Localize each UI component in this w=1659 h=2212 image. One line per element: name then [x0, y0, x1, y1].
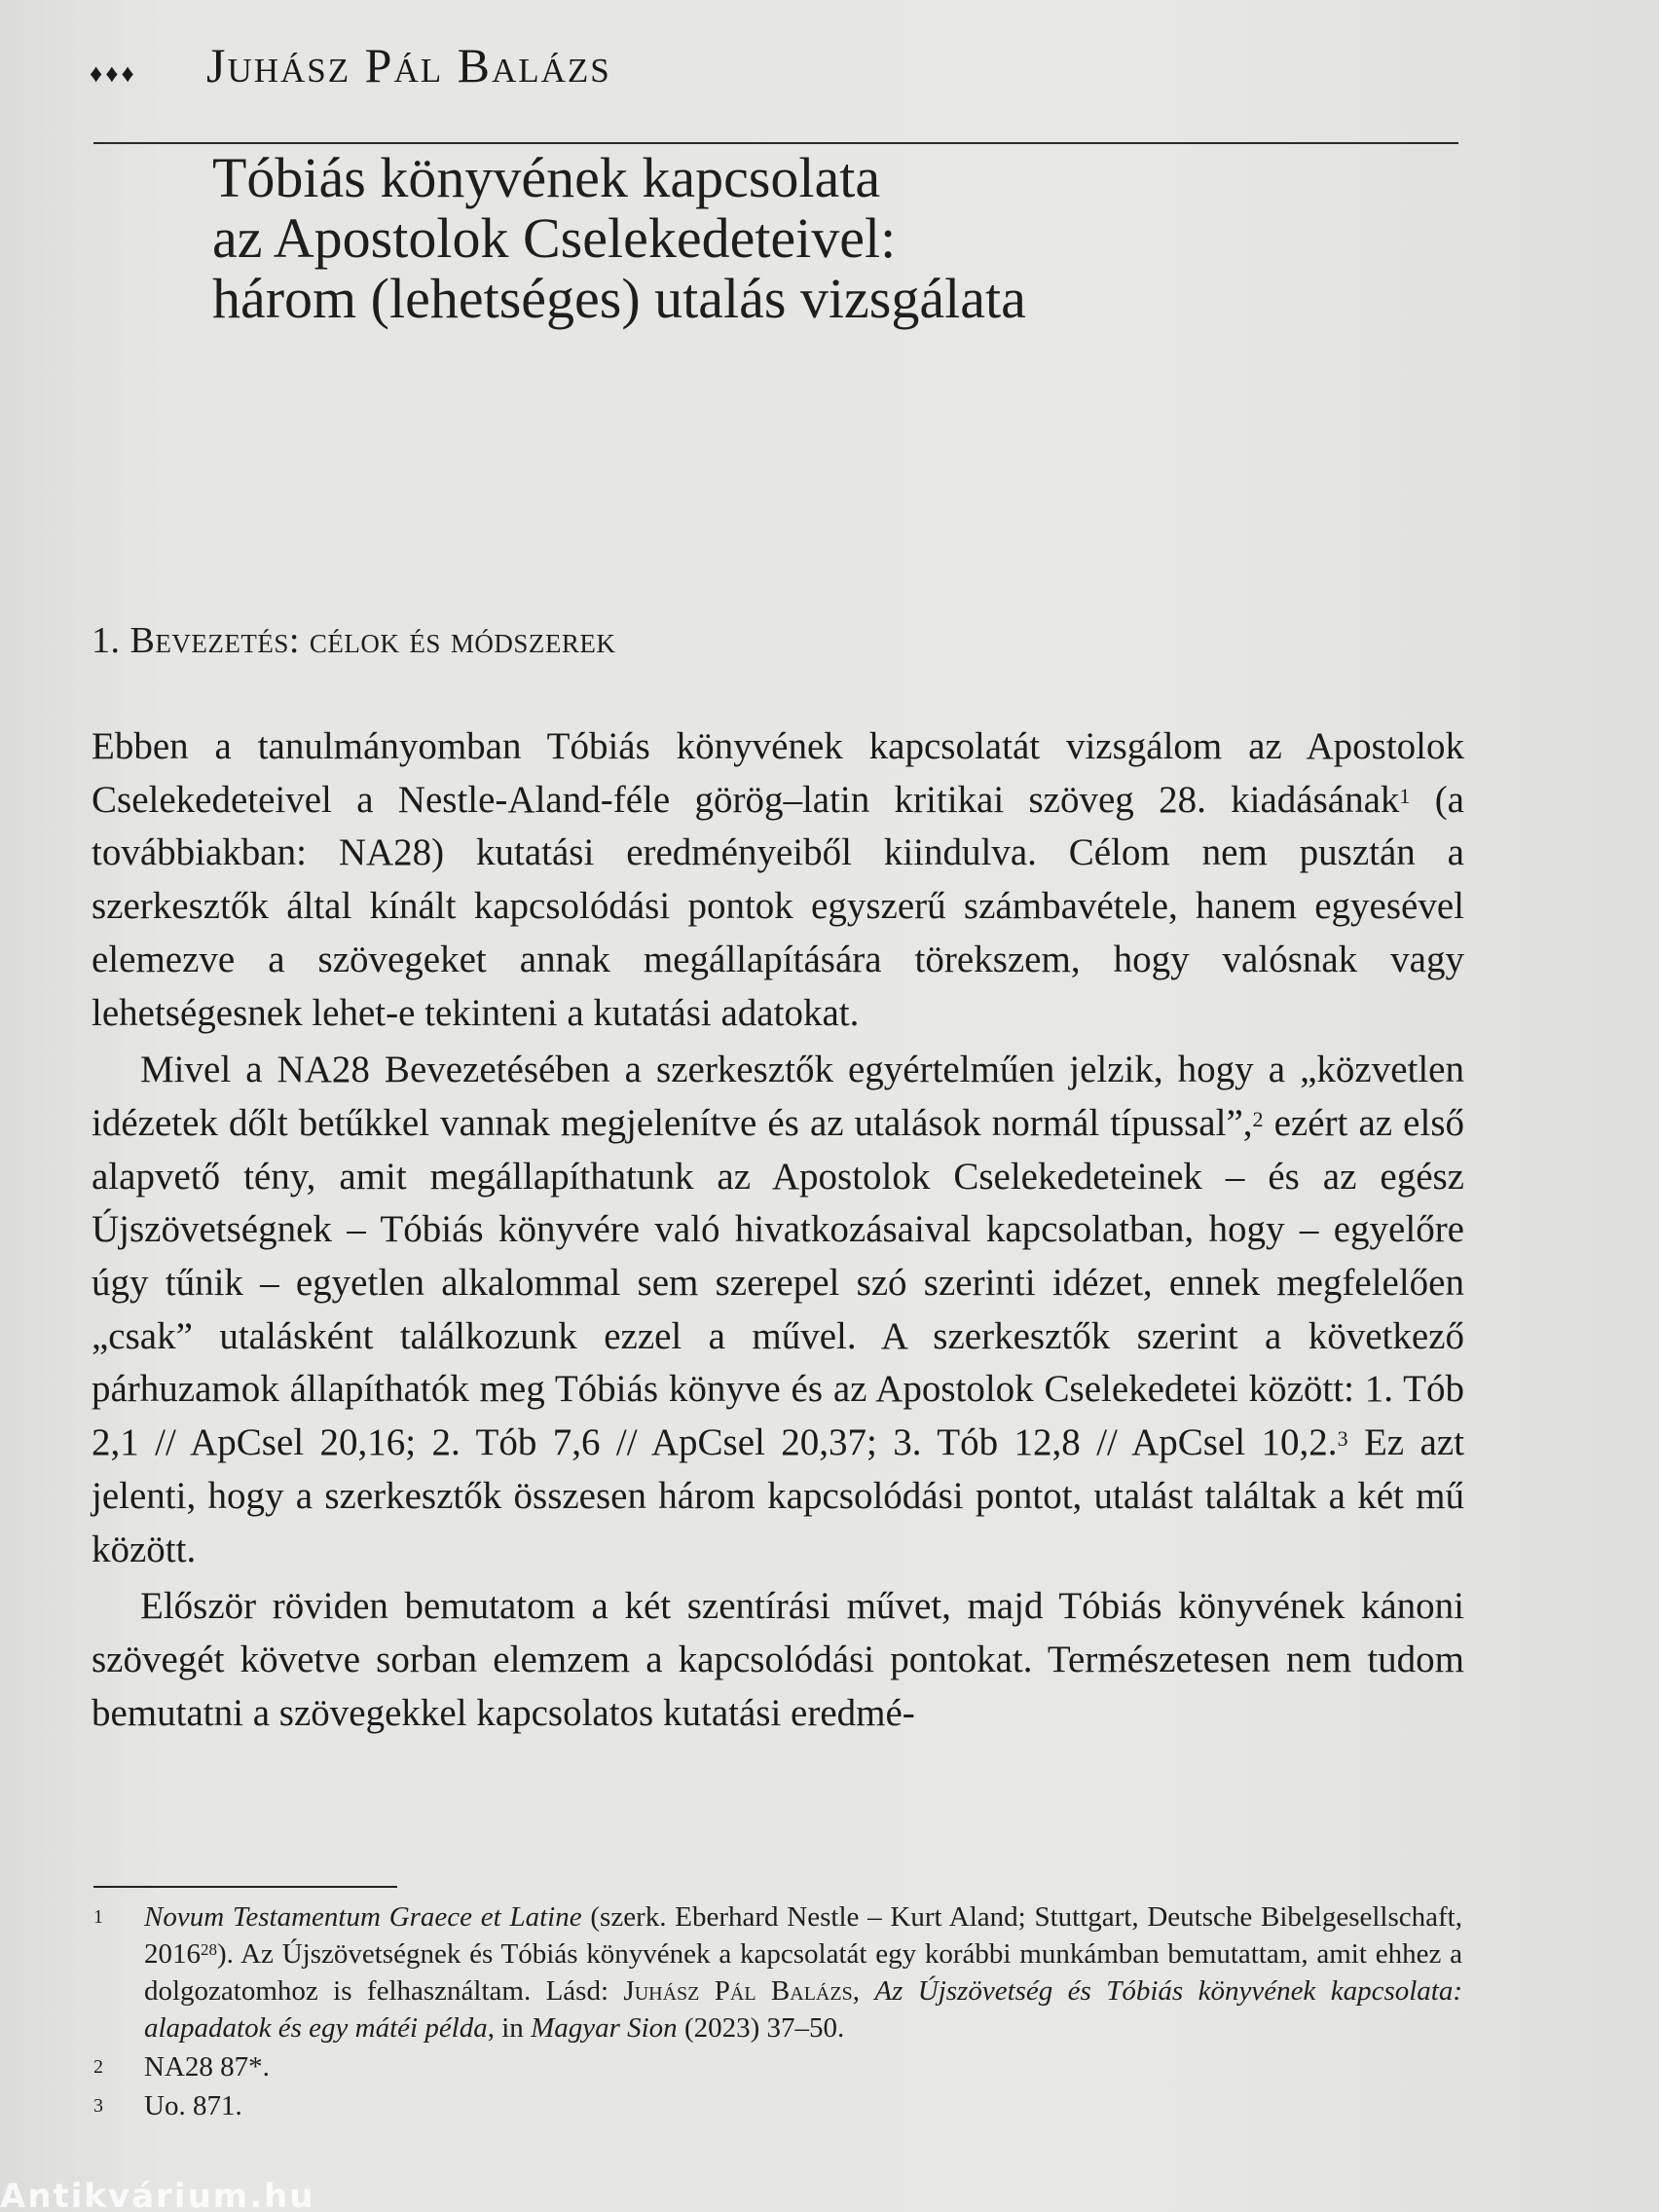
fn1-text-5: (2023) 37–50. [677, 2012, 845, 2044]
footnote-2 [93, 2048, 1462, 2085]
paragraph-2 [92, 1044, 1464, 1576]
fn1-sup: 28 [201, 1940, 217, 1959]
footnote-number: 1 [93, 1906, 103, 1928]
footnotes [93, 1899, 1462, 2126]
fn1-text-3: , [852, 1975, 875, 2007]
watermark: Antikvárium.hu [0, 2177, 315, 2212]
paragraph-1 [92, 720, 1464, 1040]
footnote-ref-1: 1 [1399, 783, 1411, 808]
footnote-rule [93, 1886, 397, 1888]
footnote-ref-2: 2 [1252, 1106, 1264, 1131]
title-line-3: három (lehetséges) utalás vizsgálata [212, 267, 1026, 330]
title-line-1: Tóbiás könyvének kapcsolata [212, 146, 881, 209]
header-author: Juhász Pál Balázs [206, 38, 611, 92]
title-line-2: az Apostolok Cselekedeteivel: [212, 206, 897, 270]
fn1-italic-article: Az Újszövetség és Tóbiás könyvének kapcsolata: alapadatok és egy mátéi példa [144, 1975, 1462, 2044]
article-title [212, 148, 1381, 329]
body-text [92, 720, 1464, 1740]
p2-text-a: Mivel a NA28 Bevezetésében a szerkesztők egyértelműen jelzik, hogy a „közvetlen idézetek dőlt betűkkel vannak megjelenítve és az utalások normál típussal”, [92, 1049, 1464, 1144]
fn1-italic-title: Novum Testamentum Graece et Latine [144, 1901, 582, 1933]
p2-text-b: ezért az első alapvető tény, amit megállapíthatunk az Apostolok Cselekedeteinek – és az egész Újszövetségnek – Tóbiás könyvére való hivatkozásaival kapcsolatban, hogy – egyelőre úgy tűnik – egyetlen alkalommal sem szerepel szó szerinti idézet, ennek megfelelően „csak” utalásként találkozunk ezzel a művel. A szerkesztők szerint a következő párhuzamok állapíthatók meg Tóbiás könyve és az Apostolok Cselekedetei között: 1. Tób 2,1 // ApCsel 20,16; 2. Tób 7,6 // ApCsel 20,37; 3. Tób 12,8 // ApCsel 10,2. [92, 1101, 1465, 1464]
footnote-number: 2 [93, 2056, 103, 2078]
fn1-text-2: ). Az Újszövetségnek és Tóbiás könyvének a kapcsolatát egy korábbi munkámban bemutattam, amit ehhez a dolgozatomhoz is felhasználtam. Lásd: [144, 1938, 1462, 2007]
p1-text-a: Ebben a tanulmányomban Tóbiás könyvének kapcsolatát vizsgálom az Apostolok Cselekedeteivel a Nestle-Aland-féle görög–latin kritikai szöveg 28. kiadásának [92, 725, 1464, 821]
ornament-diamonds: ♦♦♦ [90, 59, 137, 88]
fn1-text-4: , in [487, 2012, 532, 2044]
p2-text-c: Ez azt jelenti, hogy a szerkesztők összesen három kapcsolódási pontot, utalást találtak a két mű között. [92, 1421, 1464, 1570]
running-header [90, 37, 1462, 93]
footnote-1 [93, 1899, 1462, 2046]
section-heading [92, 619, 615, 662]
footnote-text [144, 1899, 1462, 2046]
p1-text-b: (a továbbiakban: NA28) kutatási eredményeiből kiindulva. Célom nem pusztán a szerkesztők által kínált kapcsolódási pontok egyszerű számbavétele, hanem egyesével elemezve a szövegeket annak megállapítására törekszem, hogy valósnak vagy lehetségesnek lehet-e tekinteni a kutatási adatokat. [92, 778, 1464, 1034]
footnote-text: NA28 87*. [144, 2051, 270, 2083]
fn1-author: Juhász Pál Balázs [623, 1975, 853, 2007]
footnote-number: 3 [93, 2095, 103, 2117]
footnote-3 [93, 2087, 1462, 2124]
footnote-ref-3: 3 [1337, 1426, 1348, 1452]
fn1-text-1: (szerk. Eberhard Nestle – Kurt Aland; Stuttgart, Deutsche Bibelgesellschaft, 2016 [144, 1901, 1462, 1970]
footnote-text: Uo. 871. [144, 2090, 242, 2121]
fn1-italic-journal: Magyar Sion [531, 2012, 678, 2044]
section-title: evezetés: célok és módszerek [155, 620, 616, 661]
section-number: 1. B [92, 620, 156, 661]
paragraph-3: Először röviden bemutatom a két szentírási művet, majd Tóbiás könyvének kánoni szövegét követve sorban elemzem a kapcsolódási pontokat. Természetesen nem tudom bemutatni a szövegekkel kapcsolatos kutatási eredmé- [92, 1585, 1464, 1734]
header-rule [93, 142, 1458, 144]
